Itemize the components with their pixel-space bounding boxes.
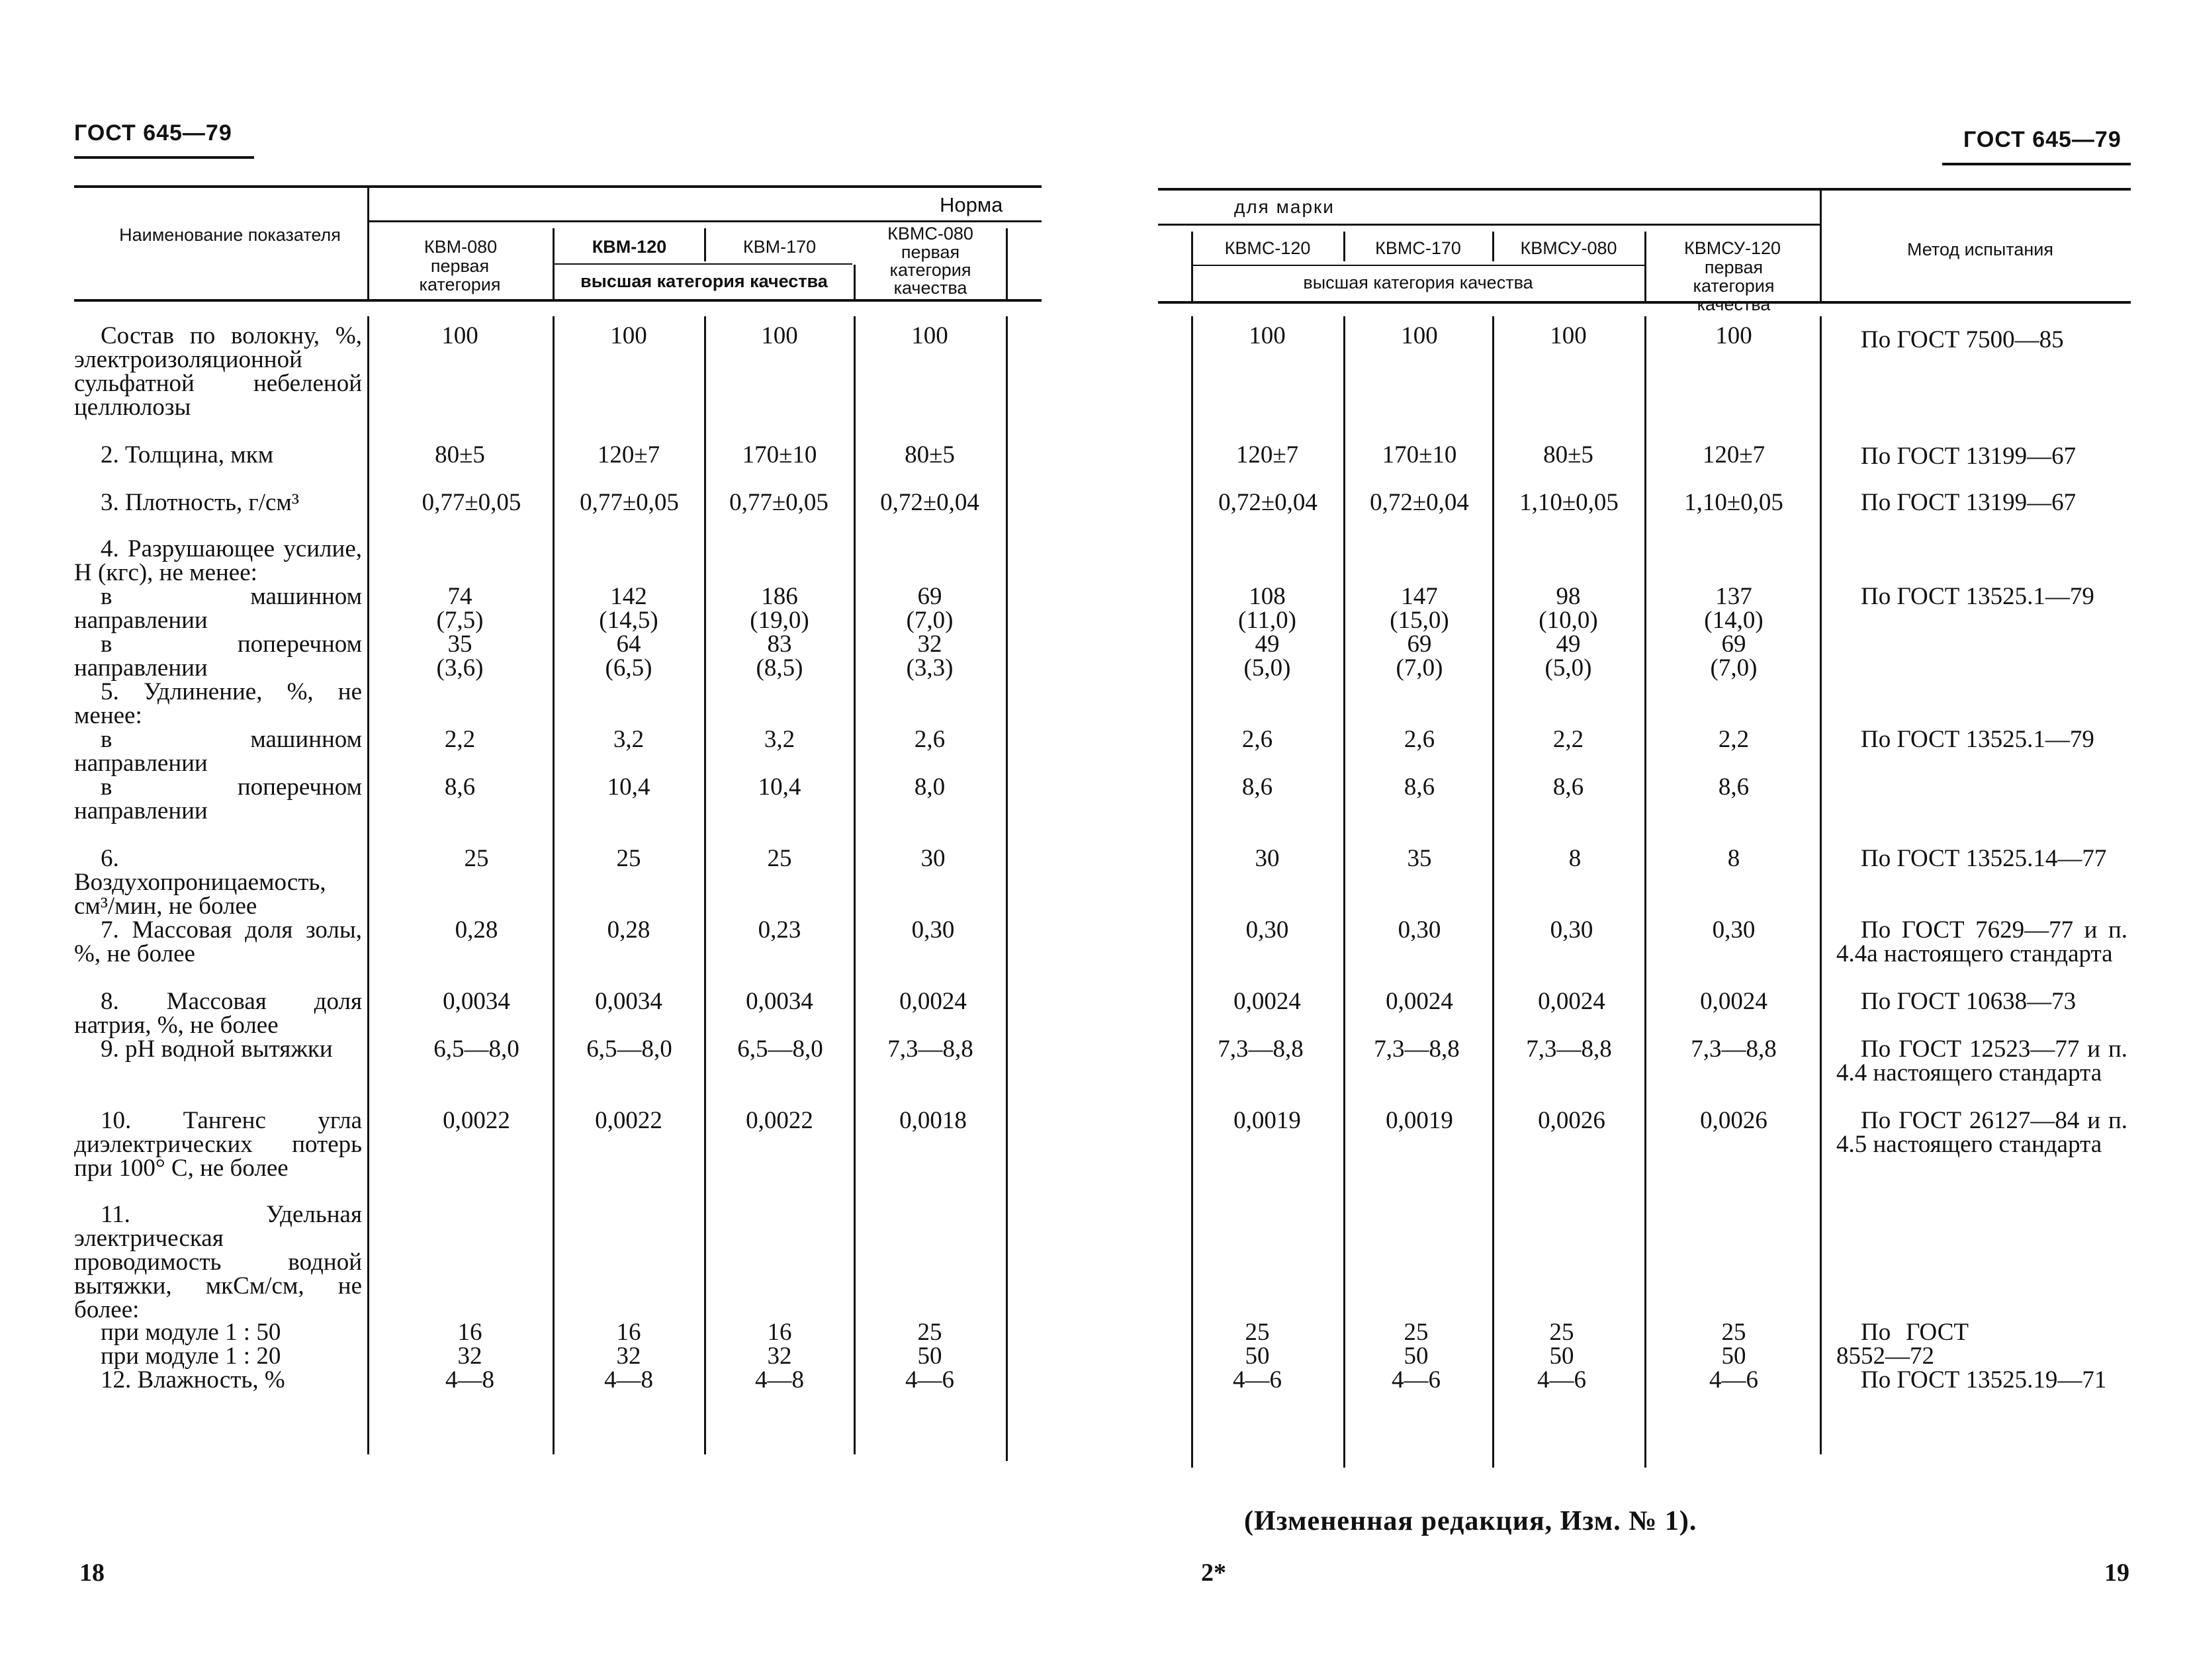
left-vrule-3 bbox=[704, 316, 706, 1454]
table-cell: 4—6 bbox=[1709, 1366, 1758, 1393]
method-cell: По ГОСТ 12523—77 и п. 4.4 настоящего стандарта bbox=[1836, 1036, 2127, 1086]
revision-note: (Измененная редакция, Изм. № 1). bbox=[1244, 1506, 1697, 1536]
table-cell: 64 (6,5) bbox=[605, 631, 652, 682]
table-cell: 147 (15,0) bbox=[1390, 583, 1449, 634]
table-cell: 2,2 bbox=[1552, 726, 1584, 753]
table-cell: 3,2 bbox=[764, 726, 795, 753]
table-cell: 2,2 bbox=[444, 726, 476, 753]
table-cell: 2,6 bbox=[1241, 726, 1273, 753]
right-vrule-2 bbox=[1343, 316, 1345, 1468]
row-label: 3. Плотность, г/см³ bbox=[101, 489, 299, 516]
table-cell: 6,5—8,0 bbox=[586, 1036, 672, 1063]
table-cell: 69 (7,0) bbox=[906, 583, 954, 634]
table-cell: 186 (19,0) bbox=[750, 583, 809, 634]
cat-first-kvmc: первая категория качества bbox=[889, 242, 971, 298]
table-cell: 4—6 bbox=[1392, 1366, 1441, 1393]
table-cell: 16 32 bbox=[616, 1319, 641, 1370]
table-cell: 25 50 bbox=[1404, 1319, 1429, 1370]
right-vrule-hdr-5 bbox=[1820, 191, 1822, 301]
left-vrule-2 bbox=[553, 316, 555, 1454]
table-cell: 6,5—8,0 bbox=[737, 1036, 823, 1063]
col-kvmcu-080: КВМСУ-080 bbox=[1520, 238, 1617, 258]
method-cell: По ГОСТ 13525.14—77 bbox=[1861, 845, 2107, 872]
method-cell: По ГОСТ 10638—73 bbox=[1861, 988, 2077, 1015]
left-vrule-1 bbox=[367, 316, 369, 1454]
table-cell: 0,72±0,04 bbox=[1370, 489, 1469, 516]
table-cell: 35 bbox=[1407, 845, 1432, 872]
right-vrule-4 bbox=[1644, 316, 1646, 1468]
table-cell: 0,0019 bbox=[1386, 1107, 1453, 1134]
table-cell: 100 bbox=[1715, 322, 1752, 349]
row-label: в поперечном направлении bbox=[74, 774, 362, 824]
table-cell: 2,2 bbox=[1718, 726, 1750, 753]
right-page-header: ГОСТ 645—79 bbox=[1963, 127, 2122, 152]
table-cell: 0,72±0,04 bbox=[880, 489, 979, 516]
dlya-marki-header: для марки bbox=[1234, 197, 1335, 217]
table-cell: 0,0034 bbox=[746, 988, 813, 1015]
cat-first-left: первая категория bbox=[419, 256, 501, 294]
page-number-left: 18 bbox=[79, 1559, 105, 1587]
table-cell: 25 50 bbox=[917, 1319, 942, 1370]
table-cell: 0,0026 bbox=[1538, 1107, 1605, 1134]
left-table-top-rule bbox=[74, 185, 1042, 188]
table-cell: 8,6 bbox=[1241, 774, 1273, 801]
table-cell: 4—6 bbox=[1233, 1366, 1282, 1393]
table-cell: 0,0024 bbox=[899, 988, 967, 1015]
table-cell: 0,77±0,05 bbox=[580, 489, 679, 516]
table-cell: 4—6 bbox=[905, 1366, 954, 1393]
method-cell: По ГОСТ 13525.1—79 bbox=[1861, 583, 2094, 610]
right-vrule-1 bbox=[1191, 316, 1193, 1468]
row-label: 8. Массовая доля натрия, %, не более bbox=[74, 988, 362, 1039]
left-vrule-4 bbox=[854, 316, 856, 1454]
table-cell: 4—8 bbox=[755, 1366, 804, 1393]
page-number-right: 19 bbox=[2104, 1559, 2129, 1587]
table-cell: 0,0026 bbox=[1700, 1107, 1767, 1134]
table-cell: 0,0034 bbox=[595, 988, 662, 1015]
row-label: 12. Влажность, % bbox=[101, 1366, 285, 1393]
table-cell: 0,77±0,05 bbox=[422, 489, 521, 516]
table-cell: 0,0024 bbox=[1233, 988, 1301, 1015]
table-cell: 8 bbox=[1568, 845, 1582, 872]
page-signature-mark: 2* bbox=[1201, 1559, 1226, 1587]
right-table-top-rule bbox=[1158, 188, 2131, 191]
table-cell: 100 bbox=[1550, 322, 1587, 349]
row-label: 6. Воздухопроницаемость, см³/мин, не более bbox=[74, 845, 326, 920]
table-cell: 1,10±0,05 bbox=[1519, 489, 1619, 516]
table-cell: 35 (3,6) bbox=[436, 631, 484, 682]
norma-header: Норма bbox=[940, 193, 1003, 216]
right-high-cat-rule bbox=[1192, 265, 1644, 266]
table-cell: 170±10 bbox=[742, 441, 817, 468]
table-cell: 32 (3,3) bbox=[906, 631, 954, 682]
table-cell: 0,0034 bbox=[443, 988, 510, 1015]
table-cell: 0,0019 bbox=[1233, 1107, 1301, 1134]
left-high-cat-rule bbox=[555, 263, 852, 265]
left-norma-rule bbox=[367, 220, 1042, 222]
row-label: при модуле 1 : 50 при модуле 1 : 20 bbox=[101, 1319, 281, 1370]
right-header-underline bbox=[1942, 163, 2131, 165]
table-cell: 25 bbox=[616, 845, 641, 872]
table-cell: 8,6 bbox=[444, 774, 476, 801]
table-cell: 170±10 bbox=[1382, 441, 1457, 468]
row-label: 7. Массовая доля золы, %, не более bbox=[74, 916, 362, 967]
table-cell: 25 50 bbox=[1721, 1319, 1746, 1370]
table-cell: 0,0024 bbox=[1538, 988, 1605, 1015]
table-cell: 0,23 bbox=[758, 916, 801, 944]
row-label: 5. Удлинение, %, не менее: bbox=[74, 678, 362, 729]
col-kvmc-170: КВМС-170 bbox=[1375, 238, 1461, 258]
left-vrule-hdr-3 bbox=[704, 228, 706, 261]
table-cell: 100 bbox=[441, 322, 478, 349]
table-cell: 0,30 bbox=[1245, 916, 1289, 944]
table-cell: 16 32 bbox=[457, 1319, 482, 1370]
table-cell: 80±5 bbox=[905, 441, 955, 468]
table-cell: 10,4 bbox=[758, 774, 801, 801]
table-cell: 30 bbox=[1255, 845, 1280, 872]
method-cell: По ГОСТ 13525.1—79 bbox=[1861, 726, 2094, 753]
table-cell: 0,30 bbox=[1712, 916, 1756, 944]
method-header: Метод испытания bbox=[1907, 240, 2053, 259]
table-cell: 137 (14,0) bbox=[1704, 583, 1764, 634]
left-vrule-5 bbox=[1006, 316, 1008, 1461]
table-cell: 0,0022 bbox=[595, 1107, 662, 1134]
row-label: в поперечном направлении bbox=[74, 631, 362, 682]
col-kvmcu-120: КВМСУ-120 bbox=[1683, 238, 1781, 258]
col-kvmc-120: КВМС-120 bbox=[1224, 238, 1311, 258]
table-cell: 74 (7,5) bbox=[436, 583, 484, 634]
left-header-underline bbox=[74, 156, 254, 159]
left-vrule-hdr-5 bbox=[1006, 228, 1008, 301]
col-kvm-080: КВМ-080 bbox=[424, 237, 498, 257]
row-label: 9. pH водной вытяжки bbox=[101, 1036, 333, 1063]
table-cell: 0,30 bbox=[1550, 916, 1593, 944]
row-label: в машинном направлении bbox=[74, 583, 362, 634]
table-cell: 0,72±0,04 bbox=[1218, 489, 1318, 516]
col-kvm-120: КВМ-120 bbox=[592, 237, 667, 257]
table-cell: 25 50 bbox=[1549, 1319, 1574, 1370]
cat-high-left: высшая категория качества bbox=[580, 271, 828, 291]
table-cell: 0,0024 bbox=[1386, 988, 1453, 1015]
right-vrule-5 bbox=[1820, 316, 1822, 1454]
table-cell: 69 (7,0) bbox=[1710, 631, 1758, 682]
table-cell: 98 (10,0) bbox=[1539, 583, 1598, 634]
table-cell: 100 bbox=[911, 322, 948, 349]
table-cell: 1,10±0,05 bbox=[1684, 489, 1783, 516]
row-label: 2. Толщина, мкм bbox=[101, 441, 274, 468]
method-cell: По ГОСТ 13199—67 bbox=[1861, 489, 2077, 516]
table-cell: 6,5—8,0 bbox=[433, 1036, 519, 1063]
right-norma-rule bbox=[1158, 224, 1820, 226]
table-cell: 120±7 bbox=[1702, 441, 1765, 468]
table-cell: 100 bbox=[610, 322, 647, 349]
table-cell: 69 (7,0) bbox=[1396, 631, 1443, 682]
table-cell: 8,6 bbox=[1552, 774, 1584, 801]
left-page-header: ГОСТ 645—79 bbox=[74, 120, 232, 146]
table-cell: 80±5 bbox=[1543, 441, 1593, 468]
cat-first-right: первая категория качества bbox=[1693, 257, 1775, 314]
right-table-header-rule bbox=[1158, 301, 2131, 304]
table-cell: 108 (11,0) bbox=[1237, 583, 1297, 634]
table-cell: 2,6 bbox=[914, 726, 946, 753]
table-cell: 25 bbox=[464, 845, 489, 872]
left-table-header-rule bbox=[74, 299, 1042, 302]
table-cell: 16 32 bbox=[767, 1319, 792, 1370]
table-cell: 25 50 bbox=[1245, 1319, 1270, 1370]
row-label: 10. Тангенс угла диэлектрических потерь при 100° С, не более bbox=[74, 1107, 362, 1182]
row-label: в машинном направлении bbox=[74, 726, 362, 777]
table-cell: 4—8 bbox=[604, 1366, 653, 1393]
table-cell: 0,28 bbox=[455, 916, 498, 944]
table-cell: 0,28 bbox=[607, 916, 650, 944]
table-cell: 8 bbox=[1727, 845, 1740, 872]
left-vrule-hdr-4 bbox=[854, 265, 856, 300]
row-label: 4. Разрушающее усилие, Н (кгс), не менее: bbox=[74, 535, 362, 586]
table-cell: 49 (5,0) bbox=[1544, 631, 1592, 682]
table-cell: 0,77±0,05 bbox=[729, 489, 828, 516]
table-cell: 0,0018 bbox=[899, 1107, 967, 1134]
table-cell: 83 (8,5) bbox=[756, 631, 803, 682]
table-cell: 0,30 bbox=[911, 916, 955, 944]
table-cell: 8,6 bbox=[1718, 774, 1750, 801]
table-cell: 4—6 bbox=[1537, 1366, 1586, 1393]
right-vrule-3 bbox=[1492, 316, 1494, 1468]
table-cell: 80±5 bbox=[435, 441, 485, 468]
table-cell: 25 bbox=[767, 845, 792, 872]
table-cell: 100 bbox=[761, 322, 798, 349]
table-cell: 30 bbox=[920, 845, 946, 872]
table-cell: 7,3—8,8 bbox=[1691, 1036, 1777, 1063]
col-kvmc-080: КВМС-080 bbox=[887, 224, 973, 243]
table-cell: 8,6 bbox=[1404, 774, 1435, 801]
table-cell: 7,3—8,8 bbox=[1374, 1036, 1460, 1063]
left-vrule-hdr-1 bbox=[367, 188, 369, 300]
table-cell: 100 bbox=[1249, 322, 1286, 349]
table-cell: 0,0022 bbox=[746, 1107, 813, 1134]
cat-high-right: высшая категория качества bbox=[1303, 273, 1533, 292]
table-cell: 3,2 bbox=[613, 726, 645, 753]
col-kvm-170: КВМ-170 bbox=[742, 237, 817, 257]
table-cell: 120±7 bbox=[597, 441, 660, 468]
table-cell: 8,0 bbox=[914, 774, 946, 801]
table-cell: 100 bbox=[1401, 322, 1438, 349]
method-cell: По ГОСТ 7629—77 и п. 4.4а настоящего стандарта bbox=[1836, 916, 2127, 967]
table-cell: 120±7 bbox=[1235, 441, 1299, 468]
row-label: Состав по волокну, %, электроизоляционной сульфатной небеленой целлюлозы bbox=[74, 322, 362, 421]
method-cell: По ГОСТ 26127—84 и п. 4.5 настоящего стандарта bbox=[1836, 1107, 2127, 1158]
method-cell: По ГОСТ 7500—85 bbox=[1861, 326, 2064, 353]
method-cell: По ГОСТ 13199—67 bbox=[1861, 443, 2077, 470]
table-cell: 0,0022 bbox=[443, 1107, 510, 1134]
table-cell: 7,3—8,8 bbox=[887, 1036, 973, 1063]
table-cell: 142 (14,5) bbox=[599, 583, 658, 634]
table-cell: 10,4 bbox=[607, 774, 650, 801]
table-cell: 0,30 bbox=[1398, 916, 1441, 944]
table-cell: 49 (5,0) bbox=[1243, 631, 1291, 682]
name-header: Наименование показателя bbox=[119, 225, 341, 245]
table-cell: 7,3—8,8 bbox=[1218, 1036, 1304, 1063]
table-cell: 0,0024 bbox=[1700, 988, 1767, 1015]
row-label: 11. Удельная электрическая проводимость водной вытяжки, мкСм/см, не более: bbox=[74, 1201, 362, 1323]
table-cell: 7,3—8,8 bbox=[1526, 1036, 1612, 1063]
table-cell: 4—8 bbox=[445, 1366, 494, 1393]
left-vrule-hdr-2 bbox=[553, 228, 555, 301]
table-cell: 2,6 bbox=[1404, 726, 1435, 753]
method-cell: По ГОСТ 8552—72 bbox=[1836, 1319, 1969, 1370]
method-cell: По ГОСТ 13525.19—71 bbox=[1861, 1366, 2107, 1393]
